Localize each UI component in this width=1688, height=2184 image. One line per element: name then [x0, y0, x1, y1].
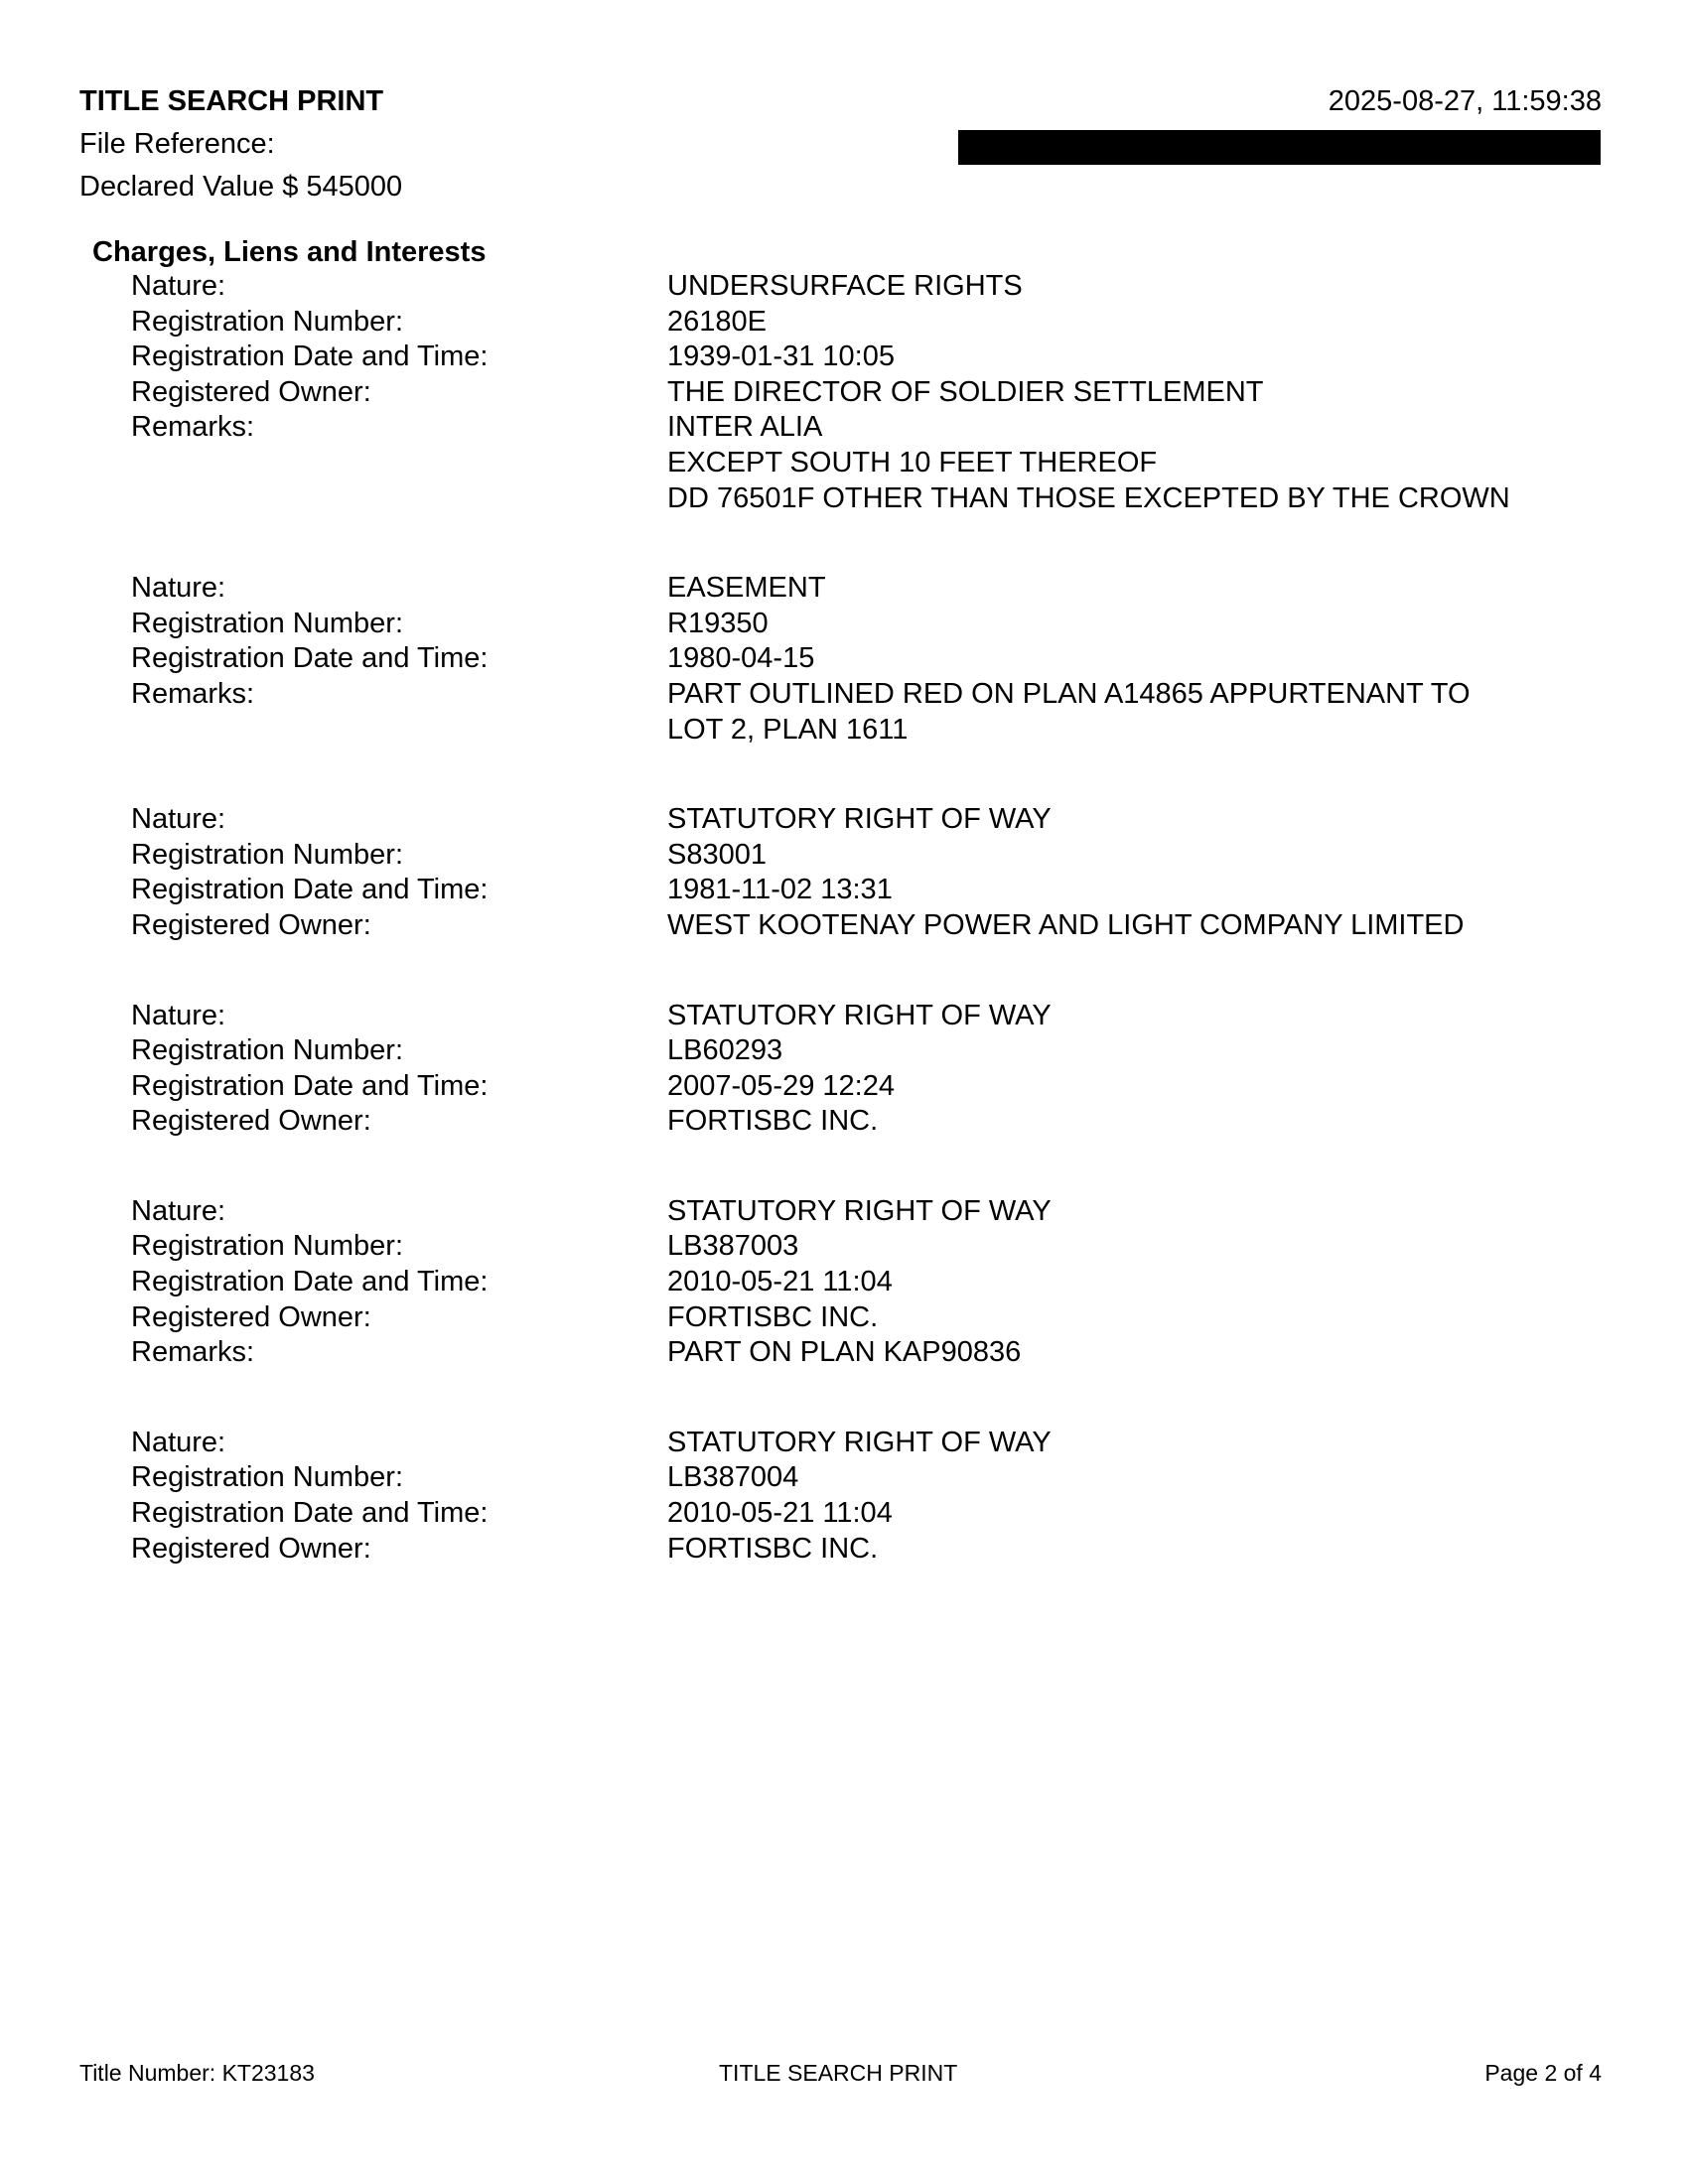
field-value: STATUTORY RIGHT OF WAY	[667, 999, 1052, 1031]
field-label: Registered Owner:	[131, 375, 371, 408]
field-label: Registration Number:	[131, 607, 403, 639]
field-value: 1980-04-15	[667, 642, 815, 675]
field-label: Remarks:	[131, 411, 255, 444]
field-value: DD 76501F OTHER THAN THOSE EXCEPTED BY THE CROWN	[667, 481, 1510, 514]
charge-entry	[0, 269, 1688, 516]
footer-document-title: TITLE SEARCH PRINT	[719, 2060, 958, 2086]
footer-page-number: Page 2 of 4	[1484, 2060, 1602, 2086]
field-value: FORTISBC INC.	[667, 1105, 879, 1138]
page-title: TITLE SEARCH PRINT	[79, 85, 384, 117]
field-label: Registration Date and Time:	[131, 1266, 489, 1298]
charge-field-row	[0, 1532, 1688, 1568]
field-label: Nature:	[131, 1194, 226, 1227]
field-value: WEST KOOTENAY POWER AND LIGHT COMPANY LIMITED	[667, 908, 1465, 941]
charge-entry	[0, 1426, 1688, 1567]
field-value: LB387003	[667, 1230, 799, 1263]
charge-entry	[0, 999, 1688, 1140]
charge-field-row	[0, 269, 1688, 305]
charge-field-row	[0, 1104, 1688, 1140]
charge-entry	[0, 1194, 1688, 1371]
field-value: S83001	[667, 838, 767, 871]
charge-entry	[0, 802, 1688, 943]
charge-field-row	[0, 1229, 1688, 1265]
charge-field-row	[0, 677, 1688, 713]
charge-field-row	[0, 446, 1688, 481]
field-value: EXCEPT SOUTH 10 FEET THEREOF	[667, 446, 1158, 478]
charge-field-row	[0, 607, 1688, 642]
field-value: FORTISBC INC.	[667, 1300, 879, 1333]
charge-field-row	[0, 1033, 1688, 1069]
charge-field-row	[0, 1426, 1688, 1461]
footer-title-number: Title Number: KT23183	[79, 2060, 315, 2086]
field-label: Registered Owner:	[131, 1300, 371, 1333]
field-value: 1981-11-02 13:31	[667, 874, 893, 906]
charge-field-row	[0, 1300, 1688, 1336]
charge-field-row	[0, 641, 1688, 677]
charge-field-row	[0, 999, 1688, 1034]
field-value: PART ON PLAN KAP90836	[667, 1336, 1022, 1369]
charge-field-row	[0, 1460, 1688, 1496]
charge-field-row	[0, 802, 1688, 838]
charges-list	[0, 269, 1688, 1621]
charge-field-row	[0, 571, 1688, 607]
field-value: PART OUTLINED RED ON PLAN A14865 APPURTENANT TO	[667, 677, 1471, 710]
charge-field-row	[0, 1194, 1688, 1230]
section-heading-charges: Charges, Liens and Interests	[92, 236, 487, 268]
field-label: Registered Owner:	[131, 1532, 371, 1565]
field-value: STATUTORY RIGHT OF WAY	[667, 803, 1052, 836]
field-label: Registration Number:	[131, 838, 403, 871]
field-label: Registration Date and Time:	[131, 642, 489, 675]
field-value: 1939-01-31 10:05	[667, 341, 895, 373]
field-label: Registration Date and Time:	[131, 1069, 489, 1102]
charge-field-row	[0, 873, 1688, 908]
field-value: 2007-05-29 12:24	[667, 1069, 895, 1102]
field-value: R19350	[667, 607, 769, 639]
field-value: LB60293	[667, 1034, 783, 1067]
field-label: Registered Owner:	[131, 1105, 371, 1138]
field-label: Registration Number:	[131, 1230, 403, 1263]
field-value: LB387004	[667, 1461, 799, 1494]
field-label: Nature:	[131, 1426, 226, 1458]
charge-field-row	[0, 1265, 1688, 1300]
field-label: Remarks:	[131, 677, 255, 710]
charge-field-row	[0, 481, 1688, 517]
charge-field-row	[0, 340, 1688, 375]
field-label: Nature:	[131, 803, 226, 836]
charge-field-row	[0, 1069, 1688, 1105]
field-label: Nature:	[131, 270, 226, 302]
field-label: Registration Date and Time:	[131, 1497, 489, 1530]
field-value: 2010-05-21 11:04	[667, 1497, 893, 1530]
field-label: Nature:	[131, 572, 226, 605]
field-value: FORTISBC INC.	[667, 1532, 879, 1565]
field-value: 26180E	[667, 305, 767, 338]
file-reference-label: File Reference:	[79, 128, 275, 160]
field-label: Registration Number:	[131, 1461, 403, 1494]
field-value: 2010-05-21 11:04	[667, 1266, 893, 1298]
charge-field-row	[0, 305, 1688, 341]
charge-entry	[0, 571, 1688, 748]
charge-field-row	[0, 410, 1688, 446]
field-value: EASEMENT	[667, 572, 826, 605]
field-label: Registration Number:	[131, 1034, 403, 1067]
field-label: Registration Number:	[131, 305, 403, 338]
field-label: Remarks:	[131, 1336, 255, 1369]
field-value: INTER ALIA	[667, 411, 823, 444]
field-value: STATUTORY RIGHT OF WAY	[667, 1194, 1052, 1227]
field-label: Registration Date and Time:	[131, 874, 489, 906]
redaction-bar	[958, 130, 1601, 165]
charge-field-row	[0, 375, 1688, 411]
charge-field-row	[0, 1335, 1688, 1371]
field-label: Registration Date and Time:	[131, 341, 489, 373]
charge-field-row	[0, 713, 1688, 749]
charge-field-row	[0, 908, 1688, 944]
charge-field-row	[0, 1496, 1688, 1532]
field-label: Registered Owner:	[131, 908, 371, 941]
print-timestamp: 2025-08-27, 11:59:38	[1328, 85, 1602, 117]
field-value: LOT 2, PLAN 1611	[667, 713, 909, 746]
field-value: STATUTORY RIGHT OF WAY	[667, 1426, 1052, 1458]
declared-value: Declared Value $ 545000	[79, 171, 403, 203]
field-value: UNDERSURFACE RIGHTS	[667, 270, 1023, 302]
field-value: THE DIRECTOR OF SOLDIER SETTLEMENT	[667, 375, 1264, 408]
charge-field-row	[0, 838, 1688, 874]
field-label: Nature:	[131, 999, 226, 1031]
